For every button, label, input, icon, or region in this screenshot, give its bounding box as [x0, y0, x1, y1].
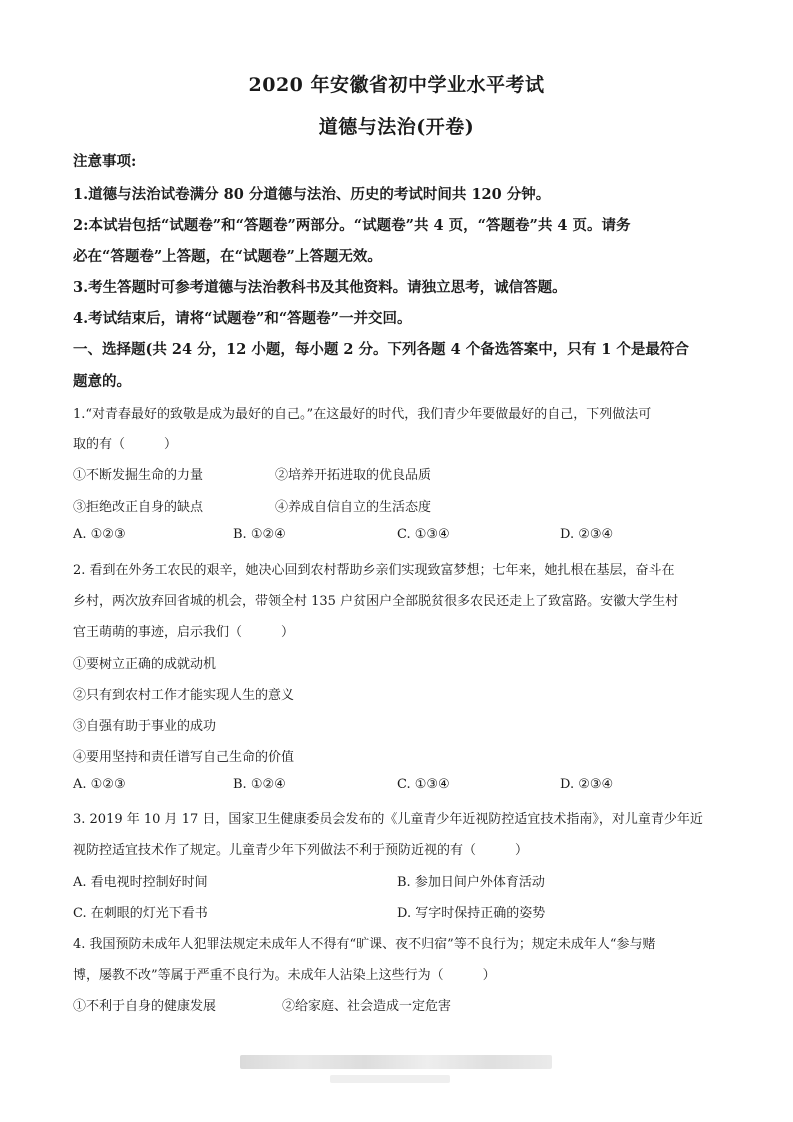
q2-option-c: C. ①③④	[397, 777, 450, 792]
q2-option-b: B. ①②④	[233, 777, 286, 792]
q2-stem-line2: 乡村，两次放弃回省城的机会，带领全村 135 户贫困户全部脱贫很多农民还走上了致富路。安徽大学生村	[73, 594, 679, 609]
q3-option-b: B. 参加日间户外体育活动	[397, 875, 545, 890]
q2-stem-line3: 官王萌萌的事迹，启示我们（ ）	[73, 625, 295, 640]
q3-stem-line1: 3. 2019 年 10 月 17 日，国家卫生健康委员会发布的《儿童青少年近视防控适宜技术指南》，对儿童青少年近	[73, 812, 703, 827]
notice-item-2: 2:本试岩包括“试题卷”和“答题卷”两部分。“试题卷”共 4 页，“答题卷”共 4 页。请务	[73, 217, 631, 234]
section-heading-line1: 一、选择题(共 24 分，12 小题，每小题 2 分。下列各题 4 个备选答案中，只有 1 个是最符合	[73, 341, 689, 358]
q1-statement-3: ③拒绝改正自身的缺点	[73, 500, 204, 515]
q2-statement-2: ②只有到农村工作才能实现人生的意义	[73, 688, 295, 703]
exam-subtitle: 道德与法治(开卷)	[318, 116, 475, 138]
q2-statement-3: ③自强有助于事业的成功	[73, 719, 217, 734]
q4-stem-line1: 4. 我国预防未成年人犯罪法规定未成年人不得有“旷课、夜不归宿”等不良行为；规定未成年人“参与赌	[73, 937, 656, 952]
q4-statement-1: ①不利于自身的健康发展	[73, 999, 217, 1014]
q1-option-d: D. ②③④	[560, 527, 614, 542]
q1-statement-2: ②培养开拓进取的优良品质	[275, 468, 432, 483]
notice-item-2-cont: 必在“答题卷”上答题，在“试题卷”上答题无效。	[73, 248, 382, 265]
q3-option-c: C. 在刺眼的灯光下看书	[73, 906, 208, 921]
q4-statement-2: ②给家庭、社会造成一定危害	[282, 999, 452, 1014]
q1-option-b: B. ①②④	[233, 527, 286, 542]
q2-statement-1: ①要树立正确的成就动机	[73, 657, 217, 672]
q2-option-a: A. ①②③	[73, 777, 126, 792]
q1-statement-1: ①不断发掘生命的力量	[73, 468, 204, 483]
q3-stem-line2: 视防控适宜技术作了规定。儿童青少年下列做法不利于预防近视的有（ ）	[73, 843, 529, 858]
blurred-footer-watermark	[240, 1055, 552, 1069]
q4-stem-line2: 博，屡教不改”等属于严重不良行为。未成年人沾染上这些行为（ ）	[73, 968, 496, 983]
section-heading-line2: 题意的。	[73, 373, 131, 390]
blurred-footer-watermark-secondary	[330, 1075, 450, 1083]
exam-title: 2020 年安徽省初中学业水平考试	[248, 74, 545, 96]
q1-stem-line1: 1.“对青春最好的致敬是成为最好的自己。”在这最好的时代，我们青少年要做最好的自己，下列做法可	[73, 407, 652, 422]
notice-item-3: 3.考生答题时可参考道德与法治教科书及其他资料。请独立思考，诚信答题。	[73, 279, 567, 296]
q1-stem-line2: 取的有（ ）	[73, 437, 178, 452]
notice-heading: 注意事项:	[73, 153, 137, 170]
q3-option-d: D. 写字时保持正确的姿势	[397, 906, 546, 921]
notice-item-4: 4.考试结束后，请将“试题卷”和“答题卷”一并交回。	[73, 310, 412, 327]
q1-option-c: C. ①③④	[397, 527, 450, 542]
q2-statement-4: ④要用坚持和责任谱写自己生命的价值	[73, 750, 295, 765]
q3-option-a: A. 看电视时控制好时间	[73, 875, 208, 890]
q2-option-d: D. ②③④	[560, 777, 614, 792]
q1-statement-4: ④养成自信自立的生活态度	[275, 500, 432, 515]
notice-item-1: 1.道德与法治试卷满分 80 分道德与法治、历史的考试时间共 120 分钟。	[73, 186, 551, 203]
q1-option-a: A. ①②③	[73, 527, 126, 542]
q2-stem-line1: 2. 看到在外务工农民的艰辛，她决心回到农村帮助乡亲们实现致富梦想；七年来，她扎根在基层，奋斗在	[73, 563, 675, 578]
